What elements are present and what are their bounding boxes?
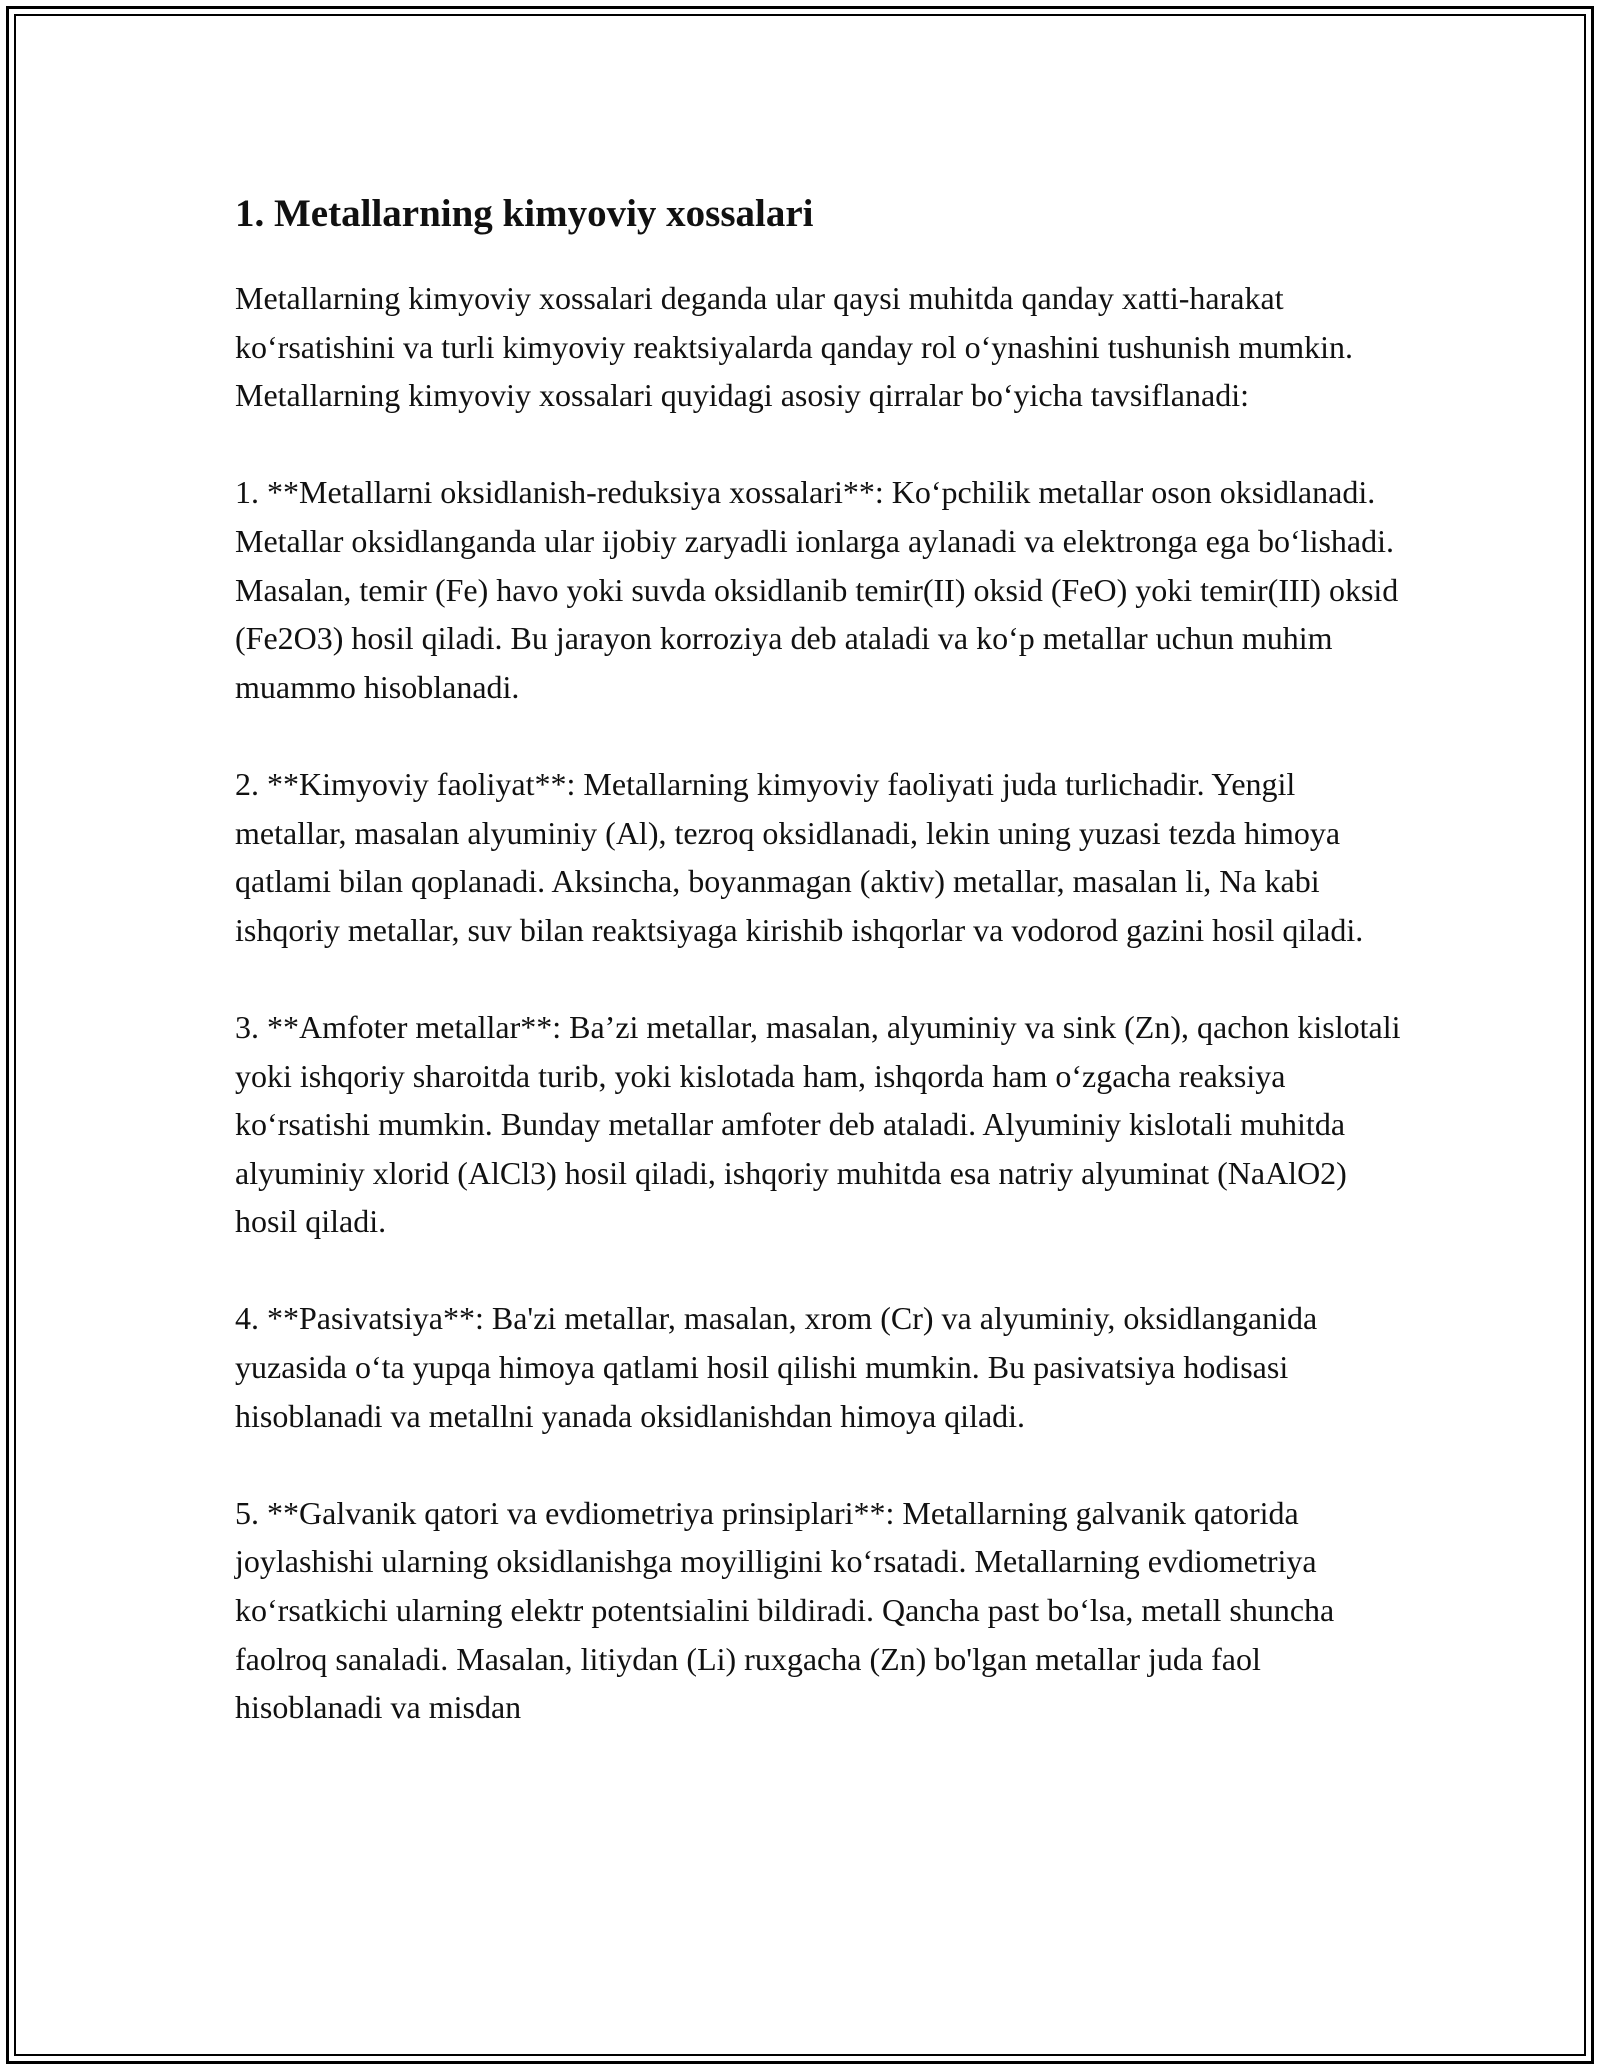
paragraph-chemical-activity: 2. **Kimyoviy faoliyat**: Metallarning kimyoviy faoliyati juda turlichadir. Yengil metallar, masalan alyuminiy (Al), tezroq oksidlanadi, lekin uning yuzasi tezda himoya qatlami bilan qoplanadi. Aksincha, boyanmagan (aktiv) metallar, masalan li, Na kabi ishqoriy metallar, suv bilan reaktsiyaga kirishib ishqorlar va vodorod gazini hosil qiladi.	[235, 765, 1364, 948]
paragraph-amphoteric-metals: 3. **Amfoter metallar**: Ba’zi metallar, masalan, alyuminiy va sink (Zn), qachon kislotali yoki ishqoriy sharoitda turib, yoki kislotada ham, ishqorda ham o‘zgacha reaksiya ko‘rsatishi mumkin. Bunday metallar amfoter deb ataladi. Alyuminiy kislotali muhitda alyuminiy xlorid (AlCl3) hosil qiladi, ishqoriy muhitda esa natriy alyuminat (NaAlO2) hosil qiladi.	[235, 1008, 1401, 1240]
paragraph-galvanic-series: 5. **Galvanik qatori va evdiometriya prinsiplari**: Metallarning galvanik qatorida joylashishi ularning oksidlanishga moyilligini ko‘rsatadi. Metallarning evdiometriya ko‘rsatkichi ularning elektr potentsialini bildiradi. Qancha past bo‘lsa, metall shuncha faolroq sanaladi. Masalan, litiydan (Li) ruxgacha (Zn) bo'lgan metallar juda faol hisoblanadi va misdan	[235, 1494, 1335, 1726]
paragraph-passivation: 4. **Pasivatsiya**: Ba'zi metallar, masalan, xrom (Cr) va alyuminiy, oksidlanganida yuzasida o‘ta yupqa himoya qatlami hosil qilishi mumkin. Bu pasivatsiya hodisasi hisoblanadi va metallni yanada oksidlanishdan himoya qiladi.	[235, 1300, 1318, 1434]
section-heading: 1. Metallarning kimyoviy xossalari	[235, 192, 814, 235]
paragraph-oxidation-reduction: 1. **Metallarni oksidlanish-reduksiya xossalari**: Ko‘pchilik metallar oson oksidlanadi. Metallar oksidlanganda ular ijobiy zaryadli ionlarga aylanadi va elektronga ega bo‘lishadi. Masalan, temir (Fe) havo yoki suvda oksidlanib temir(II) oksid (FeO) yoki temir(III) oksid (Fe2O3) hosil qiladi. Bu jarayon korroziya deb ataladi va ko‘p metallar uchun muhim muammo hisoblanadi.	[235, 474, 1399, 705]
document-body	[235, 186, 1405, 1732]
intro-paragraph: Metallarning kimyoviy xossalari deganda ular qaysi muhitda qanday xatti-harakat ko‘rsatishini va turli kimyoviy reaktsiyalarda qanday rol o‘ynashini tushunish mumkin. Metallarning kimyoviy xossalari quyidagi asosiy qirralar bo‘yicha tavsiflanadi:	[235, 280, 1354, 414]
